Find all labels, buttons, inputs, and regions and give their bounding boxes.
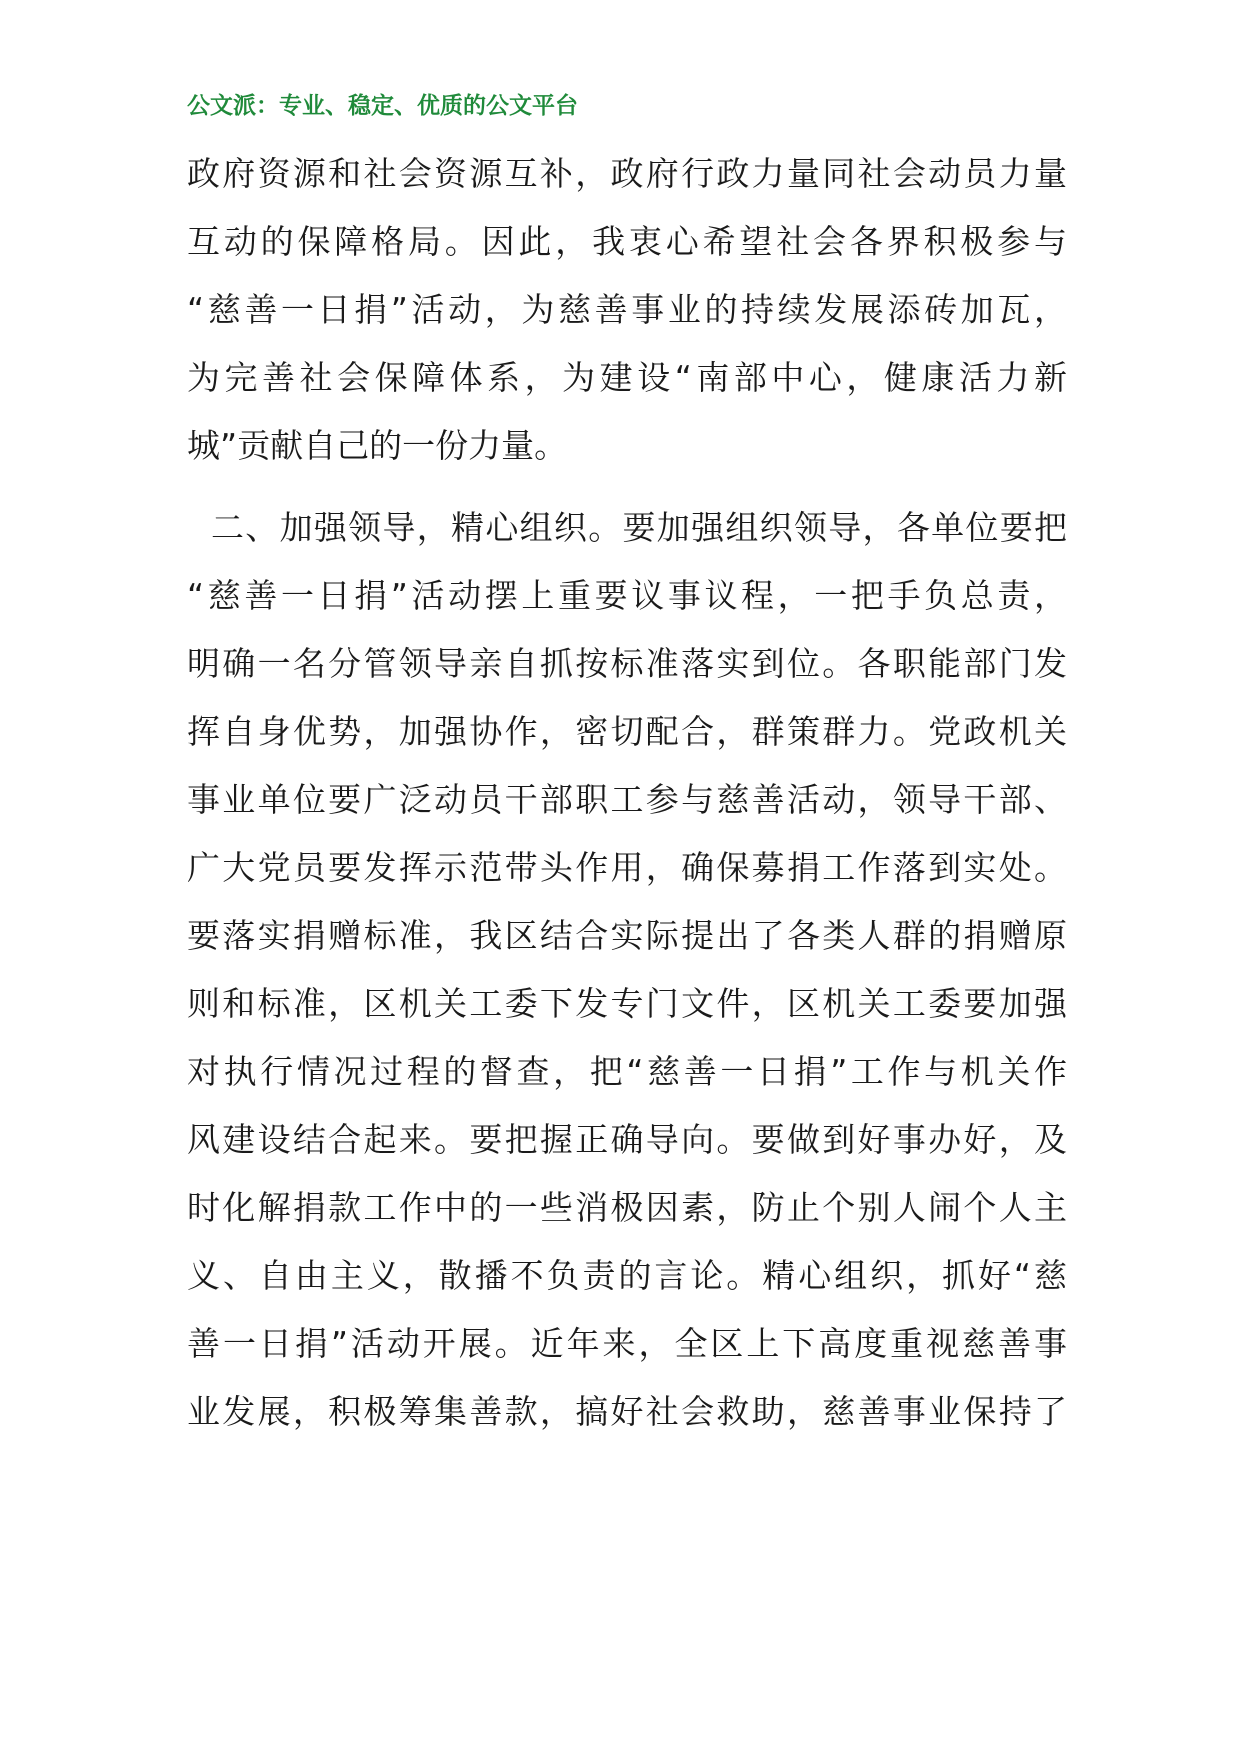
text-line: 则和标准，区机关工委下发专门文件，区机关工委要加强 <box>187 984 1067 1023</box>
text-line: 义、自由主义，散播不负责的言论。精心组织，抓好“慈 <box>187 1256 1067 1295</box>
text-line: 城”贡献自己的一份力量。 <box>187 426 568 465</box>
text-line: 时化解捐款工作中的一些消极因素，防止个别人闹个人主 <box>187 1188 1067 1227</box>
text-line: 对执行情况过程的督查，把“慈善一日捐”工作与机关作 <box>187 1052 1067 1091</box>
text-line: “慈善一日捐”活动摆上重要议事议程，一把手负总责， <box>187 576 1067 615</box>
text-line: 风建设结合起来。要把握正确导向。要做到好事办好，及 <box>187 1120 1067 1159</box>
text-line: 为完善社会保障体系，为建设“南部中心，健康活力新 <box>187 358 1067 397</box>
text-line: 善一日捐”活动开展。近年来，全区上下高度重视慈善事 <box>187 1324 1067 1363</box>
text-line: 政府资源和社会资源互补，政府行政力量同社会动员力量 <box>187 154 1067 193</box>
text-line: 要落实捐赠标准，我区结合实际提出了各类人群的捐赠原 <box>187 916 1067 955</box>
text-line: 明确一名分管领导亲自抓按标准落实到位。各职能部门发 <box>187 644 1067 683</box>
text-line: “慈善一日捐”活动，为慈善事业的持续发展添砖加瓦， <box>187 290 1067 329</box>
header-title: 公文派：专业、稳定、优质的公文平台 <box>187 93 578 119</box>
text-line: 广大党员要发挥示范带头作用，确保募捐工作落到实处。 <box>187 848 1067 887</box>
text-line: 挥自身优势，加强协作，密切配合，群策群力。党政机关 <box>187 712 1067 751</box>
text-line: 事业单位要广泛动员干部职工参与慈善活动，领导干部、 <box>187 780 1067 819</box>
text-line: 二、加强领导，精心组织。要加强组织领导，各单位要把 <box>211 508 1067 547</box>
text-line: 业发展，积极筹集善款，搞好社会救助，慈善事业保持了 <box>187 1392 1067 1431</box>
text-line: 互动的保障格局。因此，我衷心希望社会各界积极参与 <box>187 222 1067 261</box>
